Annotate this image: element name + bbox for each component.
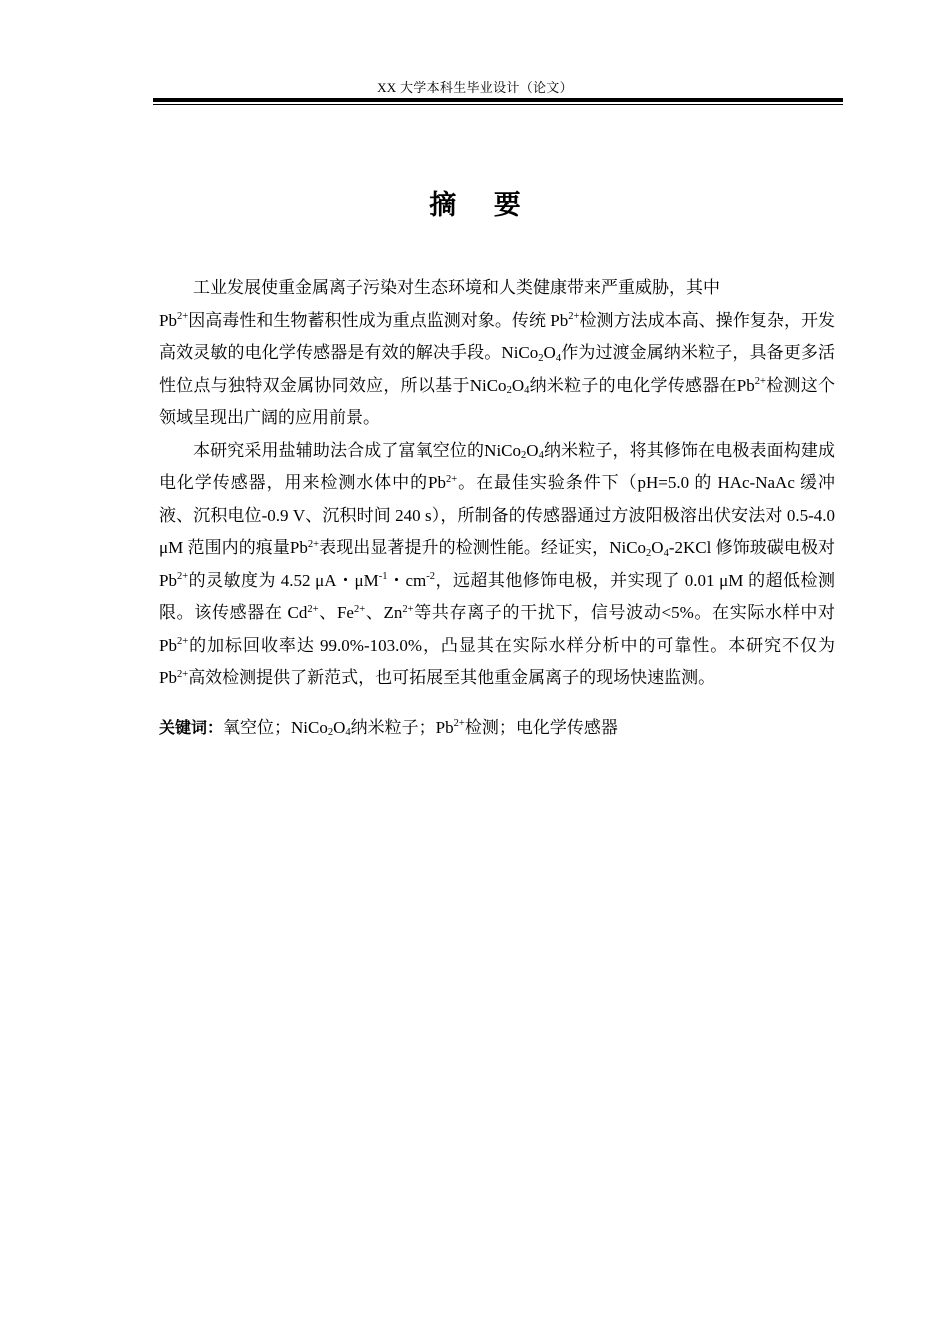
abstract-paragraph-1: 工业发展使重金属离子污染对生态环境和人类健康带来严重威胁，其中 $Pb^{2+}$因高毒性和生物蓄积性成为重点监测对象。传统 $Pb^{2+}$检测方法成本高、操作复杂，开发高效灵敏的电化学传感器是有效的解决手段。$NiCo_2O_4$作为过渡金属纳米粒子，具备更多活性位点与独特双金属协同效应，所以基于$NiCo_2O_4$纳米粒子的电化学传感器在$Pb^{2+}$检测这个领域呈现出广阔的应用前景。 — [159, 278, 836, 427]
abstract-paragraph-2: 本研究采用盐辅助法合成了富氧空位的$NiCo_2O_4$纳米粒子，将其修饰在电极表面构建成电化学传感器，用来检测水体中的$Pb^{2+}$。在最佳实验条件下（pH=5.0 的 HAc-NaAc 缓冲液、沉积电位-0.9 V、沉积时间 240 s），所制备的传感器通过方波阳极溶出伏安法对 0.5-4.0 μM 范围内的痕量$Pb^{2+}$表现出显著提升的检测性能。经证实，$NiCo_2O_4-2KCl$ 修饰玻碳电极对$Pb^{2+}$的灵敏度为 4.52 μA・$\mu M^{-1}$・$cm^{-2}$，远超其他修饰电极，并实现了 0.01 μM 的超低检测限。该传感器在 $Cd^{2+}$、$Fe^{2+}$、$Zn^{2+}$等共存离子的干扰下，信号波动<5%。在实际水样中对$Pb^{2+}$的加标回收率达 99.0%-103.0%，凸显其在实际水样分析中的可靠性。本研究不仅为$Pb^{2+}$高效检测提供了新范式，也可拓展至其他重金属离子的现场快速监测。 — [159, 440, 836, 687]
header-rule-thick — [153, 98, 843, 102]
keywords-line: 关键词：氧空位；$NiCo_2O_4$纳米粒子；$Pb^{2+}$检测；电化学传感器 — [159, 717, 618, 739]
abstract-title: 摘 要 — [429, 190, 535, 221]
keywords-label: 关键词： — [159, 717, 224, 737]
abstract-body — [159, 272, 835, 744]
header-rule-thin — [153, 104, 843, 105]
running-header: XX 大学本科生毕业设计（论文） — [377, 80, 573, 95]
